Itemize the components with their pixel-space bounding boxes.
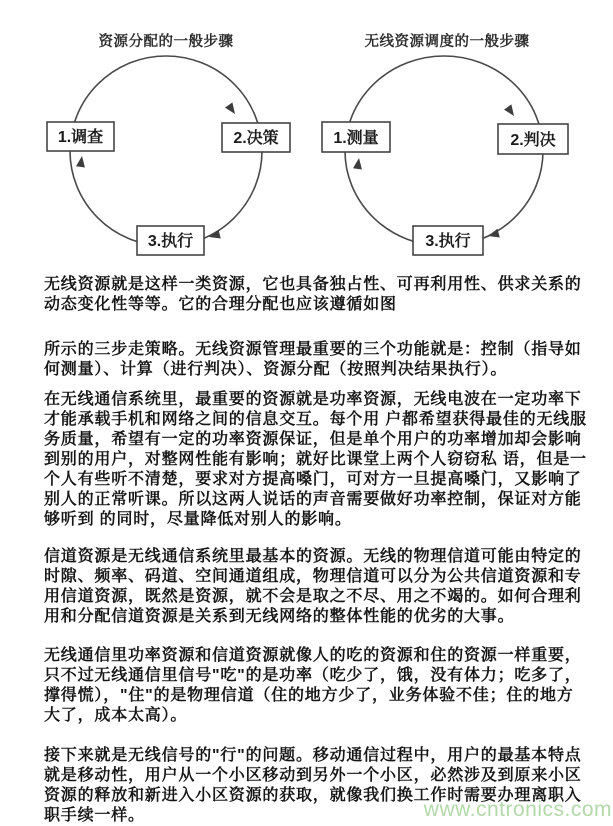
arrow-to-step3-icon [487,229,500,241]
step-box-survey [47,122,114,151]
paragraph-channel-resource: 信道资源是无线通信系统里最基本的资源。无线的物理信道可能由特定的时隙、频率、码道、空间通道组成，物理信道可以分为公共信道资源和专用信道资源，既然是资源，就不会是取之不尽、用之不竭的。如何合理利用和分配信道资源是关系到无线网络的整体性能的优劣的大事。 [44,548,582,625]
wireless-scheduling-svg [318,10,588,268]
wireless-scheduling-diagram [318,10,588,268]
paragraph-eat-live-analogy: 无线通信里功率资源和信道资源就像人的吃的资源和住的资源一样重要，只不过无线通信里信号"吃"的是功率（吃少了，饿，没有体力；吃多了，撑得慌），"住"的是物理信道（住的地方少了，业务体验不佳；住的地方大了，成本太高）。 [44,647,582,724]
step-box-judge [498,124,568,154]
step-label: 2.决策 [233,130,279,147]
paragraph-power-resource: 在无线通信系统里，最重要的资源就是功率资源，无线电波在一定功率下才能承载手机和网络之间的信息交互。每个用 户都希望获得最佳的无线服务质量，希望有一定的功率资源保证，但是单个用户的功率增加却会影响到别的用户，对整网性能有影响；就好比课堂上两个人窃窃私 语，但是一个人有些听不清楚，要求对方提高嗓门，可对方一旦提高嗓门，又影响了别人的正常听课。所以这两人说话的声音需要做好功率控制，保证对方能够听到 的同时，尽量降低对别人的影响。 [44,391,587,528]
arrow-to-step1-icon [353,157,363,169]
diagram-title: 无线资源调度的一般步骤 [364,34,530,50]
resource-allocation-diagram [35,10,305,268]
step-box-execute [137,226,204,255]
paragraph-three-steps: 所示的三步走策略。无线资源管理最重要的三个功能就是：控制（指导如何测量）、计算（进行判决）、资源分配（按照判决结果执行）。 [44,341,582,378]
step-box-decision [222,123,290,152]
arrow-to-step1-icon [76,155,86,167]
paragraph-mobility: 接下来就是无线信号的"行"的问题。移动通信过程中，用户的最基本特点就是移动性，用户从一个小区移动到另外一个小区，必然涉及到原来小区资源的释放和新进入小区资源的获取，就像我们换工作时需要办理离职入职手续一样。 [44,747,582,824]
step-label: 2.判决 [510,132,556,149]
diagram-title: 资源分配的一般步骤 [98,34,234,50]
resource-allocation-svg [35,10,305,268]
watermark: www.cntronics.com [423,798,612,821]
step-label: 1.调查 [57,129,104,146]
diagrams-row [35,10,588,268]
arrow-to-step2-icon [225,102,239,116]
step-label: 1.测量 [333,130,379,147]
step-box-execute [413,226,483,255]
arrow-to-step2-icon [504,104,518,118]
step-box-measure [322,122,390,152]
paragraph-intro: 无线资源就是这样一类资源，它也具备独占性、可再利用性、供求关系的动态变化性等等。它的合理分配也应该遵循如图 [44,276,582,313]
step-label: 3.执行 [147,233,194,250]
step-label: 3.执行 [425,233,471,250]
